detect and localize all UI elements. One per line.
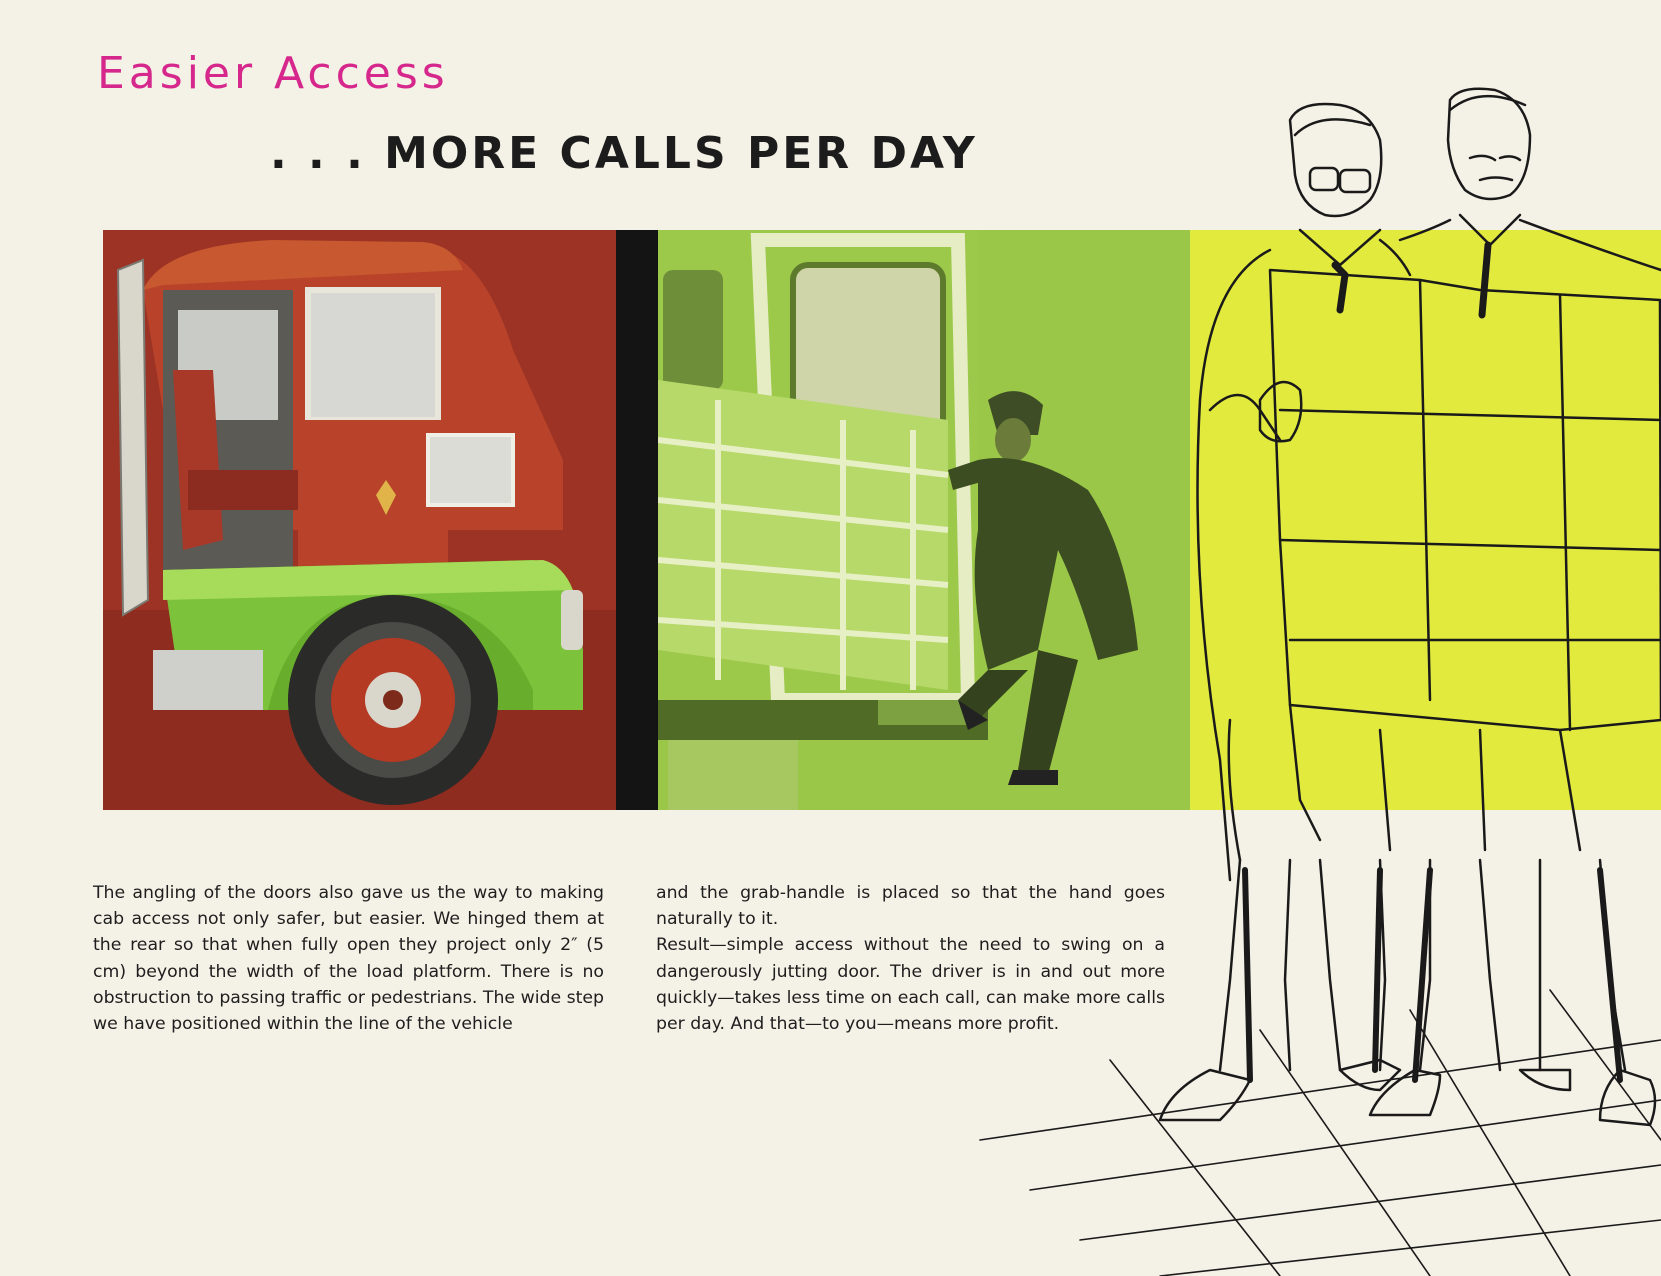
body-paragraph: and the grab-handle is placed so that the hand goes naturally to it. (656, 883, 1165, 930)
panel-divider (616, 230, 658, 810)
men-with-map-illustration (960, 80, 1661, 1276)
truck-cab-illustration (103, 230, 616, 810)
body-paragraph: The angling of the doors also gave us the way to making cab access not only safer, but easier. We hinged them at the rear so that when fully open they project only 2″ (5 cm) beyond the width of the load platform. There is no obstruction to passing traffic or pedestrians. The wide step we have positioned within the line of the vehicle (93, 883, 604, 1035)
page-subtitle: . . . MORE CALLS PER DAY (270, 128, 978, 179)
body-paragraph: Result—simple access without the need to swing on a dangerously jutting door. The driver is in and out more quickly—takes less time on each call, can make more calls per day. And that—to you—means more profit. (656, 935, 1165, 1035)
body-text-column-1 (93, 880, 604, 1037)
body-text-column-2 (656, 880, 1165, 1037)
page-title: Easier Access (97, 48, 449, 99)
